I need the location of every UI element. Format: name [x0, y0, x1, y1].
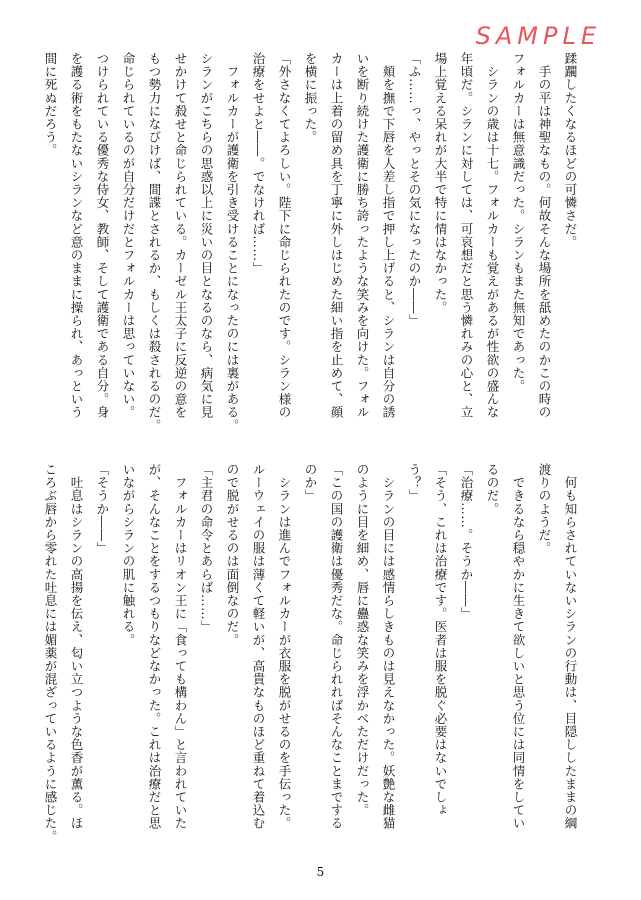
text-line: もつ勢力になびけば、間諜とされるか、もしくは殺されるのだ。 [147, 52, 162, 432]
text-line: 「そう、これは治療です。医者は服を脱ぐ必要はないでしょ [433, 463, 448, 817]
text-line: う？」 [407, 463, 422, 503]
text-line: 「主君の命令とあらば……」 [199, 463, 214, 634]
text-line: 蹂躙したくなるほどの可憐さだ。 [563, 52, 578, 249]
upper-text-block [43, 52, 583, 442]
text-line: 治療をせよと――。でなければ……」 [251, 52, 266, 275]
text-line: フォルカーが護衛を引き受けることになったのには裏がある。 [225, 52, 240, 432]
text-line: が、そんなことをするつもりなどなかった。これは治療だと思 [147, 463, 162, 830]
text-line: 場上覚える呆れが大半で特に情はなかった。 [433, 52, 448, 314]
text-line: 「治療……。そうか――」 [459, 463, 474, 621]
text-line: 間に死ぬだろう。 [43, 52, 58, 157]
text-line: のか」 [303, 463, 318, 503]
text-line: カーは上着の留め具を丁寧に外しはじめた細い指を止めて、顔 [329, 52, 344, 419]
text-line: できるなら穏やかに生きて欲しいと思う位には同情をしてい [511, 463, 526, 830]
text-line: 「ふ……っ、やっとその気になったのか――」 [407, 52, 422, 328]
text-line: シランの歳は十七。フォルカーも覚えがあるが性欲の盛んな [485, 52, 500, 419]
text-line: シランがこちらの思惑以上に災いの目となるのなら、病気に見 [199, 52, 214, 419]
text-line: 年頃だ。シランに対しては、可哀想だと思う憐れみの心と、立 [459, 52, 474, 419]
text-line: 命じられているのが自分だけだとフォルカーは思っていない。 [121, 52, 136, 419]
text-line: シランは進んでフォルカーが衣服を脱がせるのを手伝った。 [277, 463, 292, 830]
text-line: ころぶ唇から零れた吐息には媚薬が混ざっているように感じた。 [43, 463, 58, 843]
text-line: フォルカーは無意識だった。シランもまた無知であった。 [511, 52, 526, 393]
text-line: ので脱がせるのは面倒なのだ。 [225, 463, 240, 647]
text-line: 渡りのようだ。 [537, 463, 552, 555]
text-line: のように目を細め、唇に蠱惑な笑みを浮かべただけだった。 [355, 463, 370, 817]
text-line: つけられている優秀な侍女、教師、そして護衛である自分。身 [95, 52, 110, 419]
text-line: 吐息はシランの高揚を伝え、匂い立つような色香が薫る。ほ [69, 463, 84, 830]
text-line: を横に振った。 [303, 52, 318, 144]
text-line: を護る術をもたないシランなど意のままに操られ、あっという [69, 52, 84, 419]
lower-text-block [43, 463, 583, 851]
text-line: シランの目には感情らしきものは見えなかった。妖艶な雌猫 [381, 463, 396, 830]
text-line: るのだ。 [485, 463, 500, 516]
text-line: 手の平は神聖なもの。何故そんな場所を舐めたのかこの時の [537, 52, 552, 419]
text-line: フォルカーはリオン王に「食っても構わん」と言われていた [173, 463, 188, 830]
text-line: いながらシランの肌に触れる。 [121, 463, 136, 647]
page-number: 5 [316, 865, 325, 879]
text-line: せかけて殺せと命じられている。カーゼル王太子に反逆の意を [173, 52, 188, 419]
text-line: 何も知らされていないシランの行動は、目隠ししたままの綱 [563, 463, 578, 830]
text-line: いを断り続けた護衛に勝ち誇ったような笑みを向けた。フォル [355, 52, 370, 419]
text-line: 頬を撫で下唇を人差し指で押し上げると、シランは自分の誘 [381, 52, 396, 419]
text-line: 「外さなくてよろしい。陛下に命じられたのです。シラン様の [277, 52, 292, 419]
text-line: ルーウェイの服は薄くて軽いが、高貴なものほど重ねて着込む [251, 463, 266, 830]
sample-watermark: SAMPLE [475, 22, 601, 50]
text-line: 「そうか――」 [95, 463, 110, 555]
text-line: 「この国の護衛は優秀だな。命じられればそんなことまでする [329, 463, 344, 830]
